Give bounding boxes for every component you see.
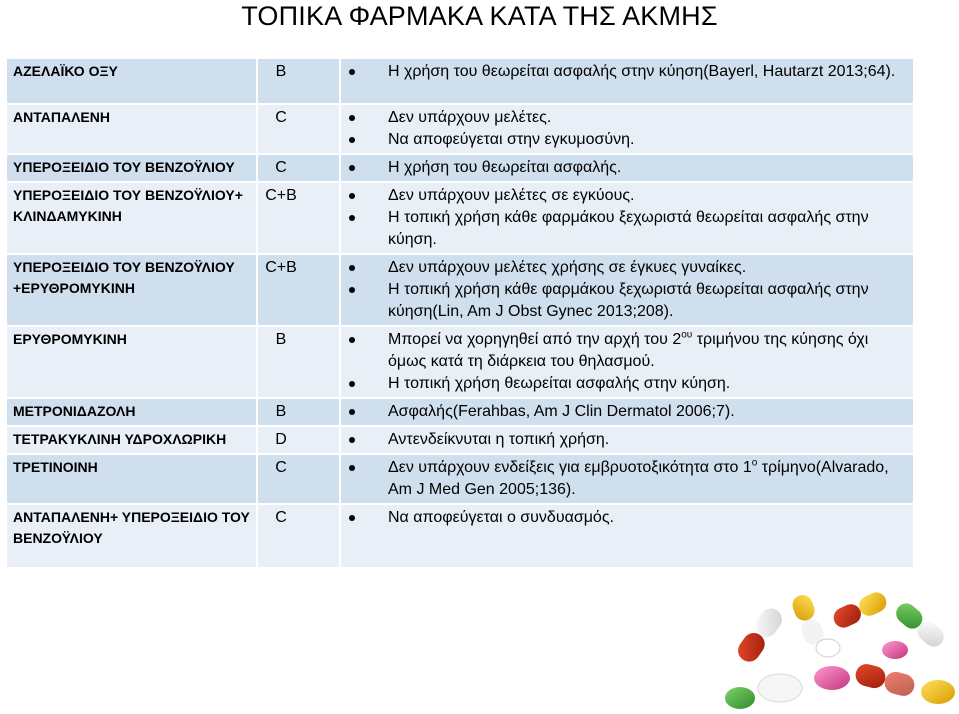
bullet-icon [349, 115, 355, 121]
note-item: Η χρήση του θεωρείται ασφαλής στην κύηση(Bayerl, Hautarzt 2013;64). [341, 61, 907, 83]
bullet-icon [349, 337, 355, 343]
table-row [6, 426, 914, 454]
pregnancy-category: C [257, 504, 340, 568]
pregnancy-category: C+B [257, 182, 340, 254]
table-row [6, 182, 914, 254]
note-item: Μπορεί να χορηγηθεί από την αρχή του $2^{o\upsilon}$ τριμήνου της κύησης όχι όμως κατά τη διάρκεια του θηλασμού. [341, 329, 907, 373]
pregnancy-category: B [257, 58, 340, 104]
bullet-icon [349, 381, 355, 387]
table-row [6, 104, 914, 154]
note-item: Ασφαλής(Ferahbas, Am J Clin Dermatol 2006;7). [341, 401, 907, 423]
table-row [6, 398, 914, 426]
note-item: Δεν υπάρχουν ενδείξεις για εμβρυοτοξικότητα στο $1^o$ τρίμηνο(Alvarado, Am J Med Gen 2005;136). [341, 457, 907, 501]
table-row [6, 58, 914, 104]
note-item: Να αποφεύγεται ο συνδυασμός. [341, 507, 907, 529]
notes-cell [340, 326, 914, 398]
drug-name: ΤΕΤΡΑΚΥΚΛΙΝΗ ΥΔΡΟΧΛΩΡΙΚΗ [6, 426, 257, 454]
table-row [6, 254, 914, 326]
bullet-icon [349, 69, 355, 75]
notes-cell [340, 454, 914, 504]
notes-cell [340, 154, 914, 182]
pregnancy-category: C [257, 104, 340, 154]
pregnancy-category: C [257, 154, 340, 182]
pregnancy-category: B [257, 398, 340, 426]
note-item: Δεν υπάρχουν μελέτες σε εγκύους. [341, 185, 907, 207]
bullet-icon [349, 137, 355, 143]
bullet-icon [349, 165, 355, 171]
notes-cell [340, 504, 914, 568]
notes-cell [340, 398, 914, 426]
bullet-icon [349, 409, 355, 415]
bullet-icon [349, 215, 355, 221]
table-row [6, 504, 914, 568]
drug-name: ΑΖΕΛΑΪΚΟ ΟΞΥ [6, 58, 257, 104]
table-row [6, 154, 914, 182]
page-title: ΤΟΠΙΚΑ ΦΑΡΜΑΚΑ ΚΑΤΑ ΤΗΣ ΑΚΜΗΣ [241, 1, 718, 31]
drug-name: ΑΝΤΑΠΑΛΕΝΗ+ ΥΠΕΡΟΞΕΙΔΙΟ ΤΟΥ ΒΕΝΖΟΫΛΙΟΥ [6, 504, 257, 568]
pregnancy-category: C [257, 454, 340, 504]
bullet-icon [349, 287, 355, 293]
bullet-icon [349, 437, 355, 443]
note-item: Η τοπική χρήση κάθε φαρμάκου ξεχωριστά θεωρείται ασφαλής στην κύηση. [341, 207, 907, 251]
drug-table [5, 57, 915, 569]
notes-cell [340, 104, 914, 154]
bullet-icon [349, 265, 355, 271]
drug-name: ΜΕΤΡΟΝΙΔΑΖΟΛΗ [6, 398, 257, 426]
note-item: Να αποφεύγεται στην εγκυμοσύνη. [341, 129, 907, 151]
note-item: Η τοπική χρήση θεωρείται ασφαλής στην κύηση. [341, 373, 907, 395]
note-item: Αντενδείκνυται η τοπική χρήση. [341, 429, 907, 451]
note-item: Δεν υπάρχουν μελέτες χρήσης σε έγκυες γυναίκες. [341, 257, 907, 279]
note-item: Η χρήση του θεωρείται ασφαλής. [341, 157, 907, 179]
note-item: Η τοπική χρήση κάθε φαρμάκου ξεχωριστά θεωρείται ασφαλής στην κύηση(Lin, Am J Obst Gynec 2013;208). [341, 279, 907, 323]
pregnancy-category: D [257, 426, 340, 454]
pregnancy-category: C+B [257, 254, 340, 326]
bullet-icon [349, 193, 355, 199]
notes-cell [340, 426, 914, 454]
drug-name: ΥΠΕΡΟΞΕΙΔΙΟ ΤΟΥ ΒΕΝΖΟΫΛΙΟΥ [6, 154, 257, 182]
drug-name: ΤΡΕΤΙΝΟΙΝΗ [6, 454, 257, 504]
table-row [6, 326, 914, 398]
table-row [6, 454, 914, 504]
notes-cell [340, 182, 914, 254]
notes-cell [340, 254, 914, 326]
bullet-icon [349, 465, 355, 471]
drug-name: ΥΠΕΡΟΞΕΙΔΙΟ ΤΟΥ ΒΕΝΖΟΫΛΙΟΥ +ΕΡΥΘΡΟΜΥΚΙΝΗ [6, 254, 257, 326]
pregnancy-category: B [257, 326, 340, 398]
drug-name: ΑΝΤΑΠΑΛΕΝΗ [6, 104, 257, 154]
pills-image [720, 580, 959, 714]
drug-name: ΥΠΕΡΟΞΕΙΔΙΟ ΤΟΥ ΒΕΝΖΟΫΛΙΟΥ+ ΚΛΙΝΔΑΜΥΚΙΝΗ [6, 182, 257, 254]
bullet-icon [349, 515, 355, 521]
drug-name: ΕΡΥΘΡΟΜΥΚΙΝΗ [6, 326, 257, 398]
notes-cell [340, 58, 914, 104]
note-item: Δεν υπάρχουν μελέτες. [341, 107, 907, 129]
